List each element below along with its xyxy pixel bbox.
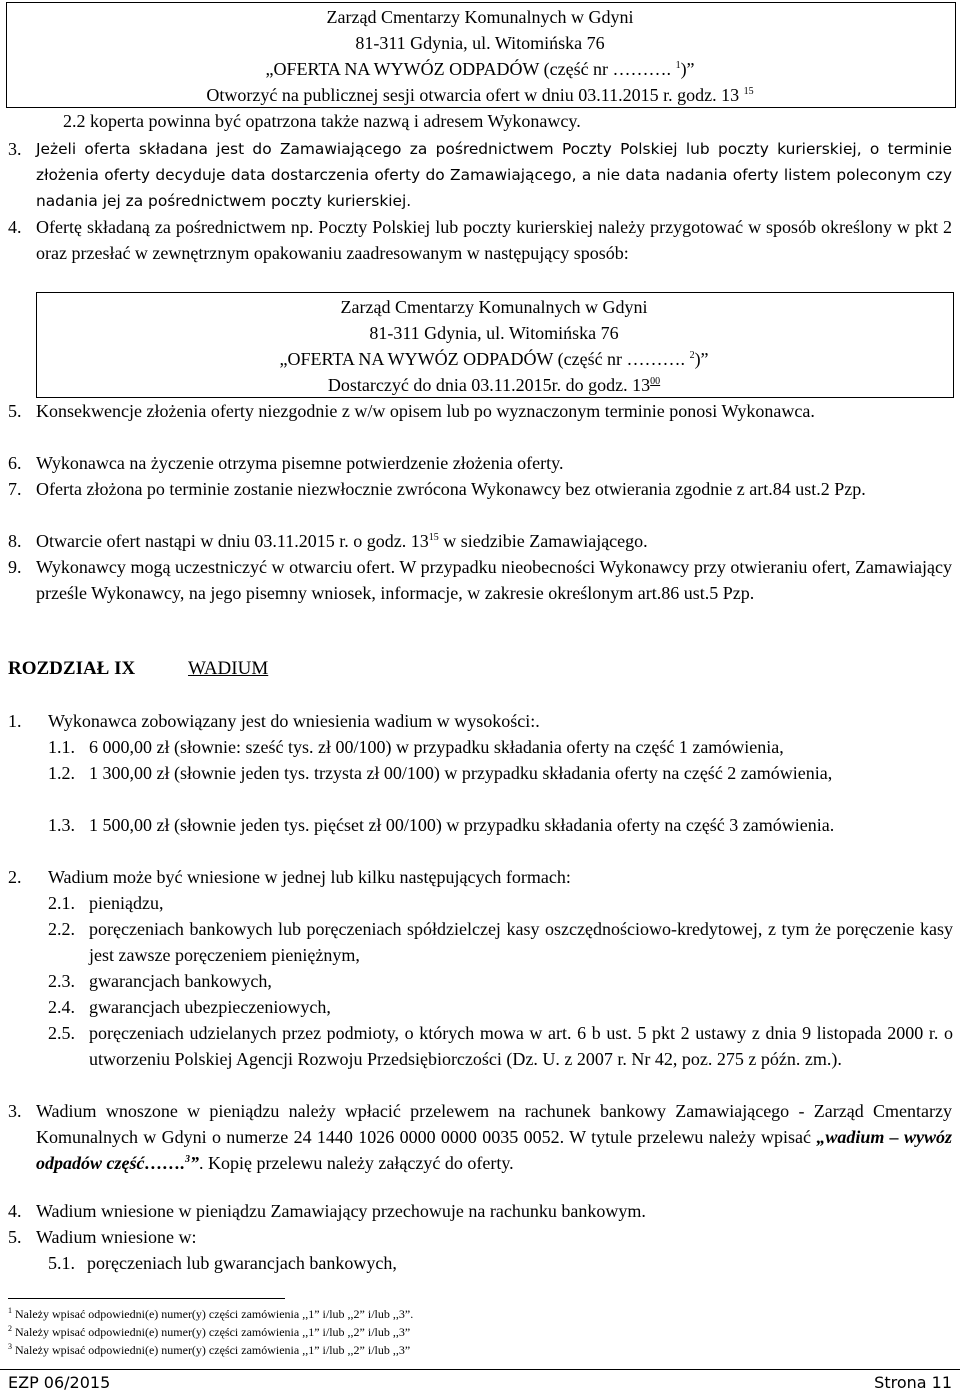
wadium-1-1-number: 1.1. — [48, 737, 75, 757]
wadium-2-text: Wadium może być wniesione w jednej lub kilku następujących formach: — [48, 867, 571, 887]
item-7-text: Oferta złożona po terminie zostanie niezwłocznie zwrócona Wykonawcy bez otwierania zgodnie z art.84 ust.2 Pzp. — [36, 479, 866, 499]
wadium-1-2-number: 1.2. — [48, 763, 75, 783]
box2-line1: Zarząd Cmentarzy Komunalnych w Gdyni — [340, 297, 648, 317]
item-4-text: Ofertę składaną za pośrednictwem np. Poczty Polskiej lub poczty kurierskiej należy przygotować w sposób określony w pkt 2 oraz przesłać w zewnętrznym opakowaniu zaadresowanym w następujący sposób: — [36, 217, 952, 263]
footer-page-number: Strona 11 — [874, 1373, 952, 1392]
wadium-3-text: Wadium wnoszone w pieniądzu należy wpłacić przelewem na rachunek bankowy Zamawiającego - Zarząd Cmentarzy Komunalnych w Gdyni o numerze 24 1440 1026 0000 0000 0035 0052. W tytule przelewu należy wpisać „wadium – wywóz odpadów część…….$^3$”. Kopię przelewu należy załączyć do oferty. — [36, 1101, 952, 1173]
wadium-2-2-number: 2.2. — [48, 919, 75, 939]
item-6-text: Wykonawca na życzenie otrzyma pisemne potwierdzenie złożenia oferty. — [36, 453, 564, 473]
item-4-number: 4. — [8, 217, 22, 237]
item-6-number: 6. — [8, 453, 22, 473]
item-8-text: Otwarcie ofert nastąpi w dniu 03.11.2015 r. o godz. $13^{15}$ w siedzibie Zamawiającego. — [36, 531, 648, 551]
wadium-4-number: 4. — [8, 1201, 22, 1221]
wadium-1-2-text: 1 300,00 zł (słownie jeden tys. trzysta zł 00/100) w przypadku składania oferty na część 2 zamówienia, — [89, 763, 833, 783]
box2-line2: 81-311 Gdynia, ul. Witomińska 76 — [369, 323, 619, 343]
item-9-number: 9. — [8, 557, 22, 577]
item-8-number: 8. — [8, 531, 22, 551]
footnote-2: $^2$ Należy wpisać odpowiedni(e) numer(y) części zamówienia ,,1” i/lub ,,2” i/lub ,,3” — [8, 1324, 411, 1339]
item-3-text: Jeżeli oferta składana jest do Zamawiającego za pośrednictwem Poczty Polskiej lub poczty kurierskiej, o terminie złożenia oferty decyduje data dostarczenia oferty do Zamawiającego, a nie data nadania oferty listem poleconym czy nadania jej za pośrednictwem poczty kurierskiej. — [36, 140, 952, 210]
wadium-1-3-text: 1 500,00 zł (słownie jeden tys. pięćset zł 00/100) w przypadku składania oferty na część 3 zamówienia. — [89, 815, 835, 835]
wadium-transfer-title: „wadium – wywóz odpadów część…….$^3$” — [36, 1127, 952, 1173]
wadium-2-1-number: 2.1. — [48, 893, 75, 913]
footer-doc-id: EZP 06/2015 — [8, 1373, 111, 1392]
box2-line4: Dostarczyć do dnia 03.11.2015r. do godz. $13^{00}$ — [327, 375, 661, 395]
item-2-2: 2.2 koperta powinna być opatrzona także nazwą i adresem Wykonawcy. — [63, 111, 581, 131]
wadium-2-4-text: gwarancjach ubezpieczeniowych, — [89, 997, 331, 1017]
item-5-number: 5. — [8, 401, 22, 421]
section-label: ROZDZIAŁ IX — [8, 658, 136, 679]
wadium-2-5-text: poręczeniach udzielanych przez podmioty, o których mowa w art. 6 b ust. 5 pkt 2 ustawy z dnia 9 listopada 2000 r. o utworzeniu Polskiej Agencji Rozwoju Przedsiębiorczości (Dz. U. z 2007 r. Nr 42, poz. 275 z późn. zm.). — [89, 1023, 953, 1069]
footer-rule — [0, 1369, 960, 1370]
wadium-5-text: Wadium wniesione w: — [36, 1227, 197, 1247]
wadium-5-number: 5. — [8, 1227, 22, 1247]
wadium-1-3-number: 1.3. — [48, 815, 75, 835]
wadium-2-2-text: poręczeniach bankowych lub poręczeniach spółdzielczej kasy oszczędnościowo-kredytowej, z tym że poręczenie kasy jest zawsze poręczeniem pieniężnym, — [89, 919, 953, 965]
item-9-text: Wykonawcy mogą uczestniczyć w otwarciu ofert. W przypadku nieobecności Wykonawcy przy otwieraniu ofert, Zamawiający prześle Wykonawcy, na jego pisemny wniosek, informacje, w zakresie określonym art.86 ust.5 Pzp. — [36, 557, 952, 603]
box2-line3: „OFERTA NA WYWÓZ ODPADÓW (część nr ………. $^2$)” — [279, 349, 709, 369]
section-title: WADIUM — [188, 658, 269, 679]
wadium-1-1-text: 6 000,00 zł (słownie: sześć tys. zł 00/100) w przypadku składania oferty na część 1 zamówienia, — [89, 737, 784, 757]
item-5-text: Konsekwencje złożenia oferty niezgodnie z w/w opisem lub po wyznaczonym terminie ponosi Wykonawca. — [36, 401, 815, 421]
wadium-5-1-text: poręczeniach lub gwarancjach bankowych, — [87, 1253, 397, 1273]
footnote-3: $^3$ Należy wpisać odpowiedni(e) numer(y) części zamówienia ,,1” i/lub ,,2” i/lub ,,3” — [8, 1342, 411, 1357]
item-7-number: 7. — [8, 479, 22, 499]
wadium-2-4-number: 2.4. — [48, 997, 75, 1017]
wadium-5-1-number: 5.1. — [48, 1253, 75, 1273]
wadium-1-text: Wykonawca zobowiązany jest do wniesienia wadium w wysokości:. — [48, 711, 540, 731]
wadium-3-number: 3. — [8, 1101, 22, 1121]
wadium-2-3-number: 2.3. — [48, 971, 75, 991]
item-3-number: 3. — [8, 139, 22, 159]
box1-line1: Zarząd Cmentarzy Komunalnych w Gdyni — [326, 7, 634, 27]
footnote-1: $^1$ Należy wpisać odpowiedni(e) numer(y) części zamówienia ,,1” i/lub ,,2” i/lub ,,3”. — [8, 1306, 414, 1321]
wadium-2-3-text: gwarancjach bankowych, — [89, 971, 272, 991]
wadium-2-1-text: pieniądzu, — [89, 893, 164, 913]
wadium-4-text: Wadium wniesione w pieniądzu Zamawiający przechowuje na rachunku bankowym. — [36, 1201, 646, 1221]
box1-line4: Otworzyć na publicznej sesji otwarcia ofert w dniu 03.11.2015 r. godz. 13 $^{15}$ — [206, 85, 754, 105]
wadium-1-number: 1. — [8, 711, 22, 731]
wadium-2-number: 2. — [8, 867, 22, 887]
box1-line2: 81-311 Gdynia, ul. Witomińska 76 — [355, 33, 605, 53]
wadium-2-5-number: 2.5. — [48, 1023, 75, 1043]
box1-line3: „OFERTA NA WYWÓZ ODPADÓW (część nr ………. $^1$)” — [265, 59, 695, 79]
footnote-separator — [8, 1298, 285, 1299]
